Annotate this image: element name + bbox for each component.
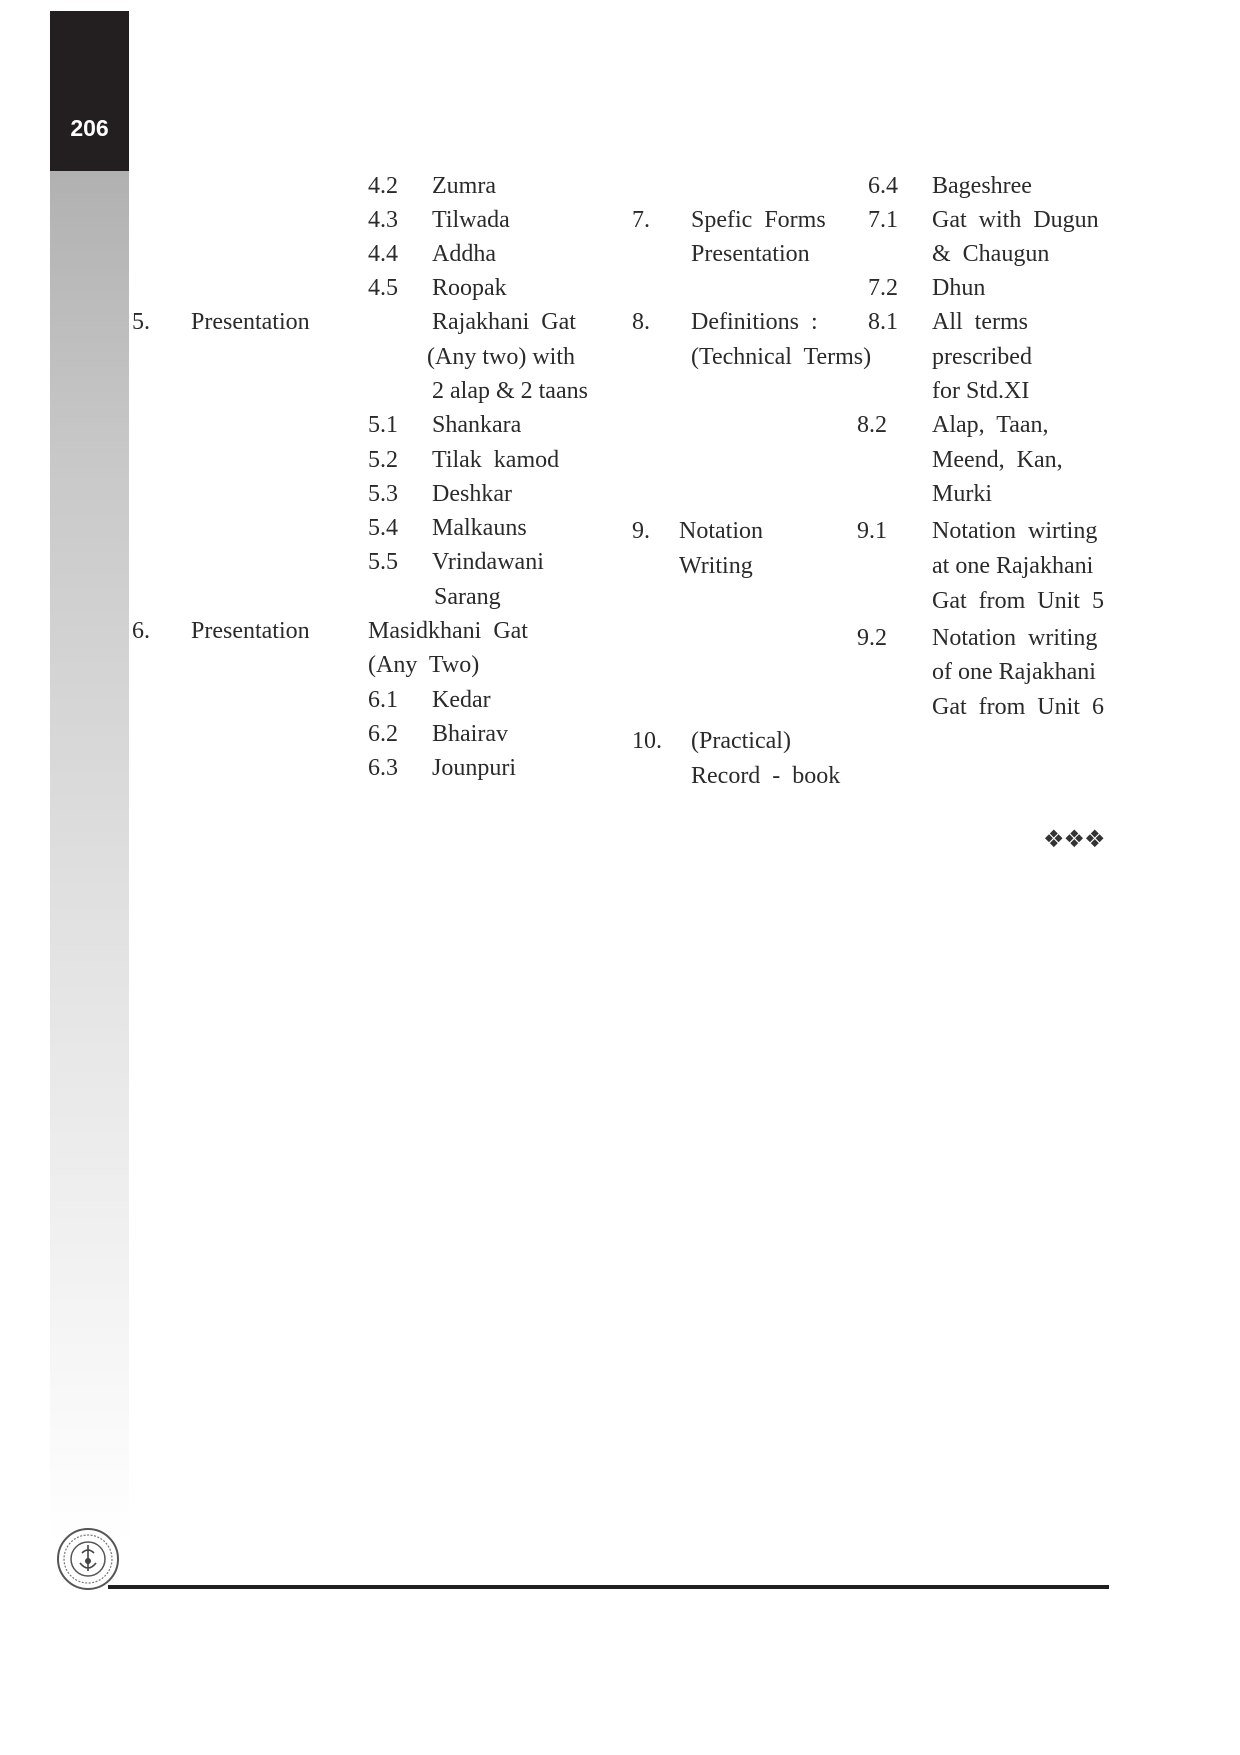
section-heading: Masidkhani Gat [368,618,528,644]
item-text: & Chaugun [932,241,1050,267]
item-text: Gat from Unit 5 [932,588,1104,614]
item-text: Zumra [432,173,496,199]
item-text: Gat from Unit 6 [932,694,1104,720]
section-heading: 2 alap & 2 taans [432,378,588,404]
item-text: Bageshree [932,173,1032,199]
item-text: prescribed [932,344,1032,370]
item-number: 7.1 [868,207,898,233]
item-text: for Std.XI [932,378,1030,404]
item-text: Sarang [434,584,501,610]
item-number: 5.2 [368,447,398,473]
item-number: 4.2 [368,173,398,199]
item-number: 5.4 [368,515,398,541]
item-number: 8.1 [868,309,898,335]
section-number: 9. [632,518,650,544]
section-label: Presentation [691,241,810,267]
item-text: Tilak kamod [432,447,560,473]
section-heading: (Any two) with [427,344,575,370]
section-heading: (Any Two) [368,652,480,678]
item-text: Malkauns [432,515,527,541]
section-label: Definitions : [691,309,818,335]
page-number: 206 [70,115,109,141]
item-text: Alap, Taan, [932,412,1049,438]
side-margin-bar [50,11,129,1546]
section-label: Notation [679,518,763,544]
item-text: Vrindawani [432,549,544,575]
item-text: Kedar [432,687,491,713]
item-text: Murki [932,481,992,507]
section-number: 8. [632,309,650,335]
item-number: 6.2 [368,721,398,747]
section-label: Spefic Forms [691,207,826,233]
section-number: 6. [132,618,150,644]
item-number: 9.1 [857,518,887,544]
item-text: Jounpuri [432,755,516,781]
item-number: 4.3 [368,207,398,233]
item-text: Gat with Dugun [932,207,1099,233]
item-text: Addha [432,241,496,267]
page-number-tab [50,11,129,171]
item-text: Dhun [932,275,986,301]
footer-rule [108,1585,1109,1589]
section-label: Presentation [191,618,310,644]
section-label: (Technical Terms) [691,344,872,370]
end-ornament: ❖❖❖ [1043,825,1105,853]
item-number: 5.1 [368,412,398,438]
section-heading: Rajakhani Gat [432,309,576,335]
item-number: 9.2 [857,625,887,651]
item-text: Notation wirting [932,518,1098,544]
item-text: Deshkar [432,481,512,507]
item-number: 4.5 [368,275,398,301]
item-text: of one Rajakhani [932,659,1096,685]
item-number: 5.5 [368,549,398,575]
item-text: Shankara [432,412,522,438]
item-text: Notation writing [932,625,1098,651]
section-label: Presentation [191,309,310,335]
section-number: 7. [632,207,650,233]
item-number: 4.4 [368,241,398,267]
item-text: at one Rajakhani [932,553,1094,579]
item-number: 5.3 [368,481,398,507]
item-text: Roopak [432,275,507,301]
section-number: 5. [132,309,150,335]
item-number: 8.2 [857,412,887,438]
section-label: (Practical) [691,728,791,754]
item-text: Bhairav [432,721,508,747]
item-number: 6.4 [868,173,898,199]
item-text: Meend, Kan, [932,447,1063,473]
item-number: 7.2 [868,275,898,301]
item-text: Tilwada [432,207,510,233]
section-number: 10. [632,728,662,754]
item-number: 6.1 [368,687,398,713]
section-label: Writing [679,553,753,579]
item-number: 6.3 [368,755,398,781]
section-label: Record - book [691,763,841,789]
item-text: All terms [932,309,1028,335]
seal-icon [56,1527,120,1591]
